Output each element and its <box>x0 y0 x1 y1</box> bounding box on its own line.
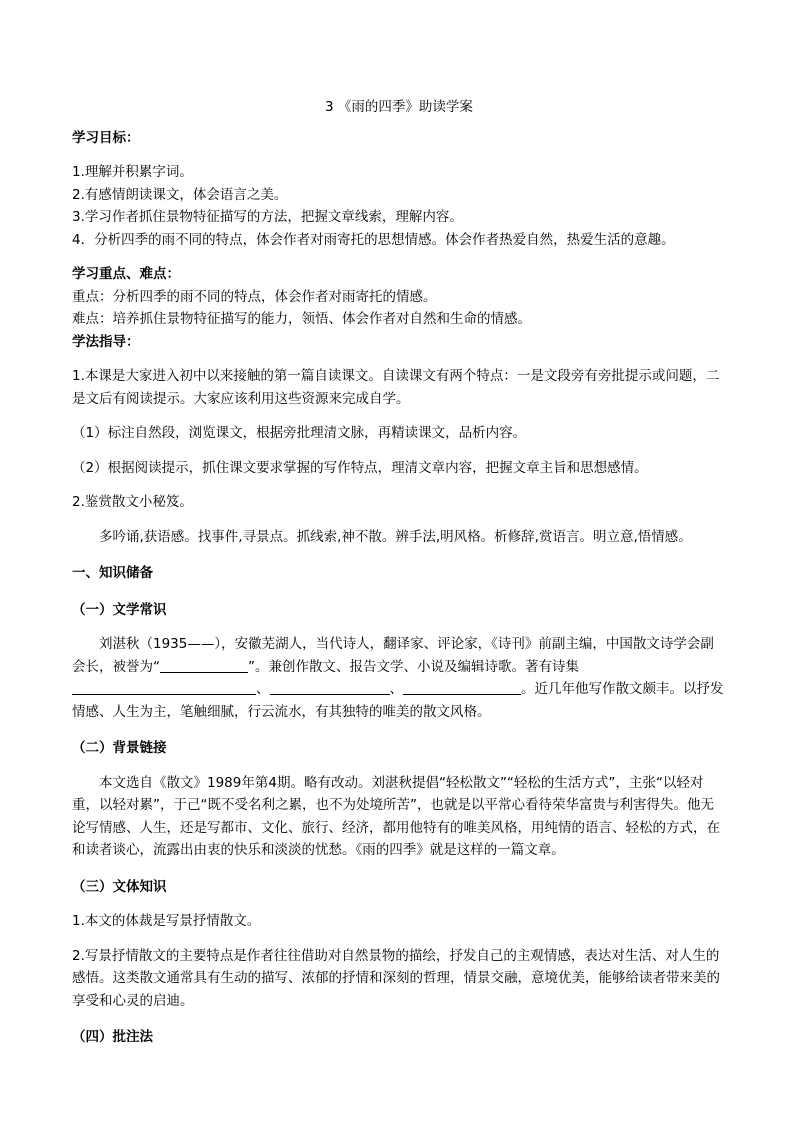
goal-item: 2.有感情朗读课文，体会语言之美。 <box>72 186 288 203</box>
fill-blank[interactable] <box>403 680 521 695</box>
separator: 、 <box>256 681 270 697</box>
goal-item: 1.理解并积累字词。 <box>72 164 193 180</box>
subsection-heading: （三）文体知识 <box>72 878 167 895</box>
goal-item: 3.学习作者抓住景物特征描写的方法，把握文章线索，理解内容。 <box>72 209 463 225</box>
method-paragraph: （2）根据阅读提示，抓住课文要求掌握的写作特点，理清文章内容，把握文章主旨和思想感情。 <box>72 459 648 476</box>
goals-list <box>72 161 726 251</box>
goal-item: 4．分析四季的雨不同的特点，体会作者对雨寄托的思想情感。体会作者热爱自然，热爱生活的意趣。 <box>72 231 675 248</box>
author-text: ”。兼创作散文、报告文学、小说及编辑诗歌。著有诗集 <box>248 658 579 675</box>
author-text: 刘湛秋（1935——），安徽芜湖人，当代诗人，翻译家、评论家，《诗刊》前副主编，中国散文诗学会副会长，被誉为“ <box>72 636 714 675</box>
fill-blank[interactable] <box>160 658 248 673</box>
genre-paragraph: 1.本文的体裁是写景抒情散文。 <box>72 913 261 929</box>
author-paragraph <box>72 633 726 723</box>
separator: 、 <box>389 681 403 697</box>
goals-heading: 学习目标： <box>72 129 140 146</box>
fill-blank[interactable] <box>270 680 390 695</box>
subsection-heading: （一）文学常识 <box>72 601 167 618</box>
fill-blank[interactable] <box>72 680 256 695</box>
method-tips: 多吟诵,获语感。找事件,寻景点。抓线索,神不散。辨手法,明风格。析修辞,赏语言。明立意,悟情感。 <box>99 528 692 545</box>
method-heading: 学法指导： <box>72 333 140 350</box>
document-body <box>72 96 726 1049</box>
keypoint-difficulty: 难点：培养抓住景物特征描写的能力，领悟、体会作者对自然和生命的情感。 <box>72 311 531 327</box>
section-heading: 一、知识储备 <box>72 565 153 581</box>
background-paragraph: 本文选自《散文》1989年第4期。略有改动。刘湛秋提倡“轻松散文”“轻松的生活方式”，主张“以轻对重，以轻对累”，于己“既不受名利之累，也不为处境所苦”，也就是以平常心看待荣华富贵与利害得失。他无论写情感、人生，还是写都市、文化、旅行、经济，都用他特有的唯美风格，用纯情的语言、轻松的方式，在和读者谈心，流露出由衷的快乐和淡淡的忧愁。《雨的四季》就是这样的一篇文章。 <box>72 774 720 858</box>
method-paragraph: （1）标注自然段，浏览课文，根据旁批理清文脉，再精读课文，品析内容。 <box>72 425 527 441</box>
keypoint-focus: 重点：分析四季的雨不同的特点，体会作者对雨寄托的情感。 <box>72 288 437 305</box>
genre-paragraph: 2.写景抒情散文的主要特点是作者往往借助对自然景物的描绘，抒发自己的主观情感，表达对生活、对人生的感悟。这类散文通常具有生动的描写、浓郁的抒情和深刻的哲理，情景交融，意境优美，能够给读者带来美的享受和心灵的启迪。 <box>72 947 720 1009</box>
subsection-heading: （二）背景链接 <box>72 740 167 756</box>
subsection-heading: （四）批注法 <box>72 1029 153 1045</box>
method-paragraph: 2.鉴赏散文小秘笈。 <box>72 494 193 510</box>
method-paragraph: 1.本课是大家进入初中以来接触的第一篇自读课文。自读课文有两个特点：一是文段旁有旁批提示或问题，二是文后有阅读提示。大家应该利用这些资源来完成自学。 <box>72 368 720 407</box>
keypoints-heading: 学习重点、难点： <box>72 266 180 282</box>
page-title: 3 《雨的四季》助读学案 <box>325 99 473 115</box>
author-text: 。近几年他写作散文颇丰。以抒发情感、人生为主，笔触细腻，行云流水，有其独特的唯美的散文风格。 <box>72 681 724 720</box>
